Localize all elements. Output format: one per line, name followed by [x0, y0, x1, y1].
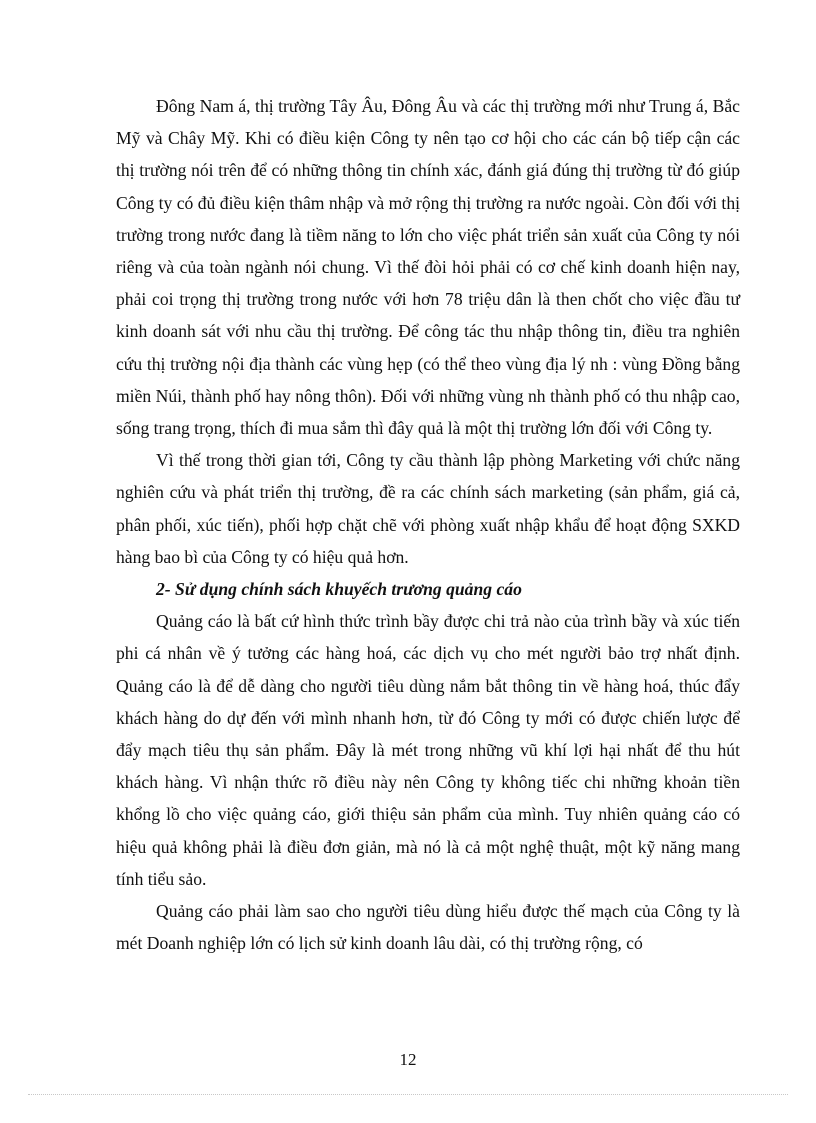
page-bottom-divider — [28, 1094, 788, 1095]
section-heading: 2- Sử dụng chính sách khuyếch trương quảng cáo — [156, 579, 522, 600]
paragraph-advertising-goal: Quảng cáo phải làm sao cho người tiêu dùng hiểu được thế mạch của Công ty là mét Doanh nghiệp lớn có lịch sử kinh doanh lâu dài, có thị trường rộng, có — [116, 901, 740, 954]
paragraph-advertising: Quảng cáo là bất cứ hình thức trình bầy được chi trả nào của trình bầy và xúc tiến phi cá nhân về ý tưởng các hàng hoá, các dịch vụ cho mét người bảo trợ nhất định. Quảng cáo là để dễ dàng cho người tiêu dùng nắm bắt thông tin về hàng hoá, thúc đẩy khách hàng do dự đến với mình nhanh hơn, từ đó Công ty mới có được chiến lược để đẩy mạch tiêu thụ sản phẩm. Đây là mét trong những vũ khí lợi hại nhất để thu hút khách hàng. Vì nhận thức rõ điều này nên Công ty không tiếc chi những khoản tiền khổng lồ cho việc quảng cáo, giới thiệu sản phẩm của mình. Tuy nhiên quảng cáo có hiệu quả không phải là điều đơn giản, mà nó là cả một nghệ thuật, một kỹ năng mang tính tiểu sảo. — [116, 611, 740, 889]
paragraph-markets: Đông Nam á, thị trường Tây Âu, Đông Âu và các thị trường mới như Trung á, Bắc Mỹ và Châу Mỹ. Khi có điều kiện Công ty nên tạo cơ hội cho các cán bộ tiếp cận các thị trường nói trên để có những thông tin chính xác, đánh giá đúng thị trường từ đó giúp Công ty có đủ điều kiện thâm nhập và mở rộng thị trường ra nước ngoài. Còn đối với thị trường trong nước đang là tiềm năng to lớn cho việc phát triển sản xuất của Công ty nói riêng và của toàn ngành nói chung. Vì thế đòi hỏi phải có cơ chế kinh doanh hiện nay, phải coi trọng thị trường trong nước với hơn 78 triệu dân là then chốt cho việc đầu tư kinh doanh sát với nhu cầu thị trường. Để công tác thu nhập thông tin, điều tra nghiên cứu thị trường nội địa thành các vùng hẹp (có thể theo vùng địa lý nh : vùng Đồng bằng miền Núi, thành phố hay nông thôn). Đối với những vùng nh thành phố có thu nhập cao, sống trang trọng, thích đi mua sắm thì đây quả là một thị trường lớn đối với Công ty. — [116, 96, 740, 439]
paragraph-marketing-department: Vì thế trong thời gian tới, Công ty cầu thành lập phòng Marketing với chức năng nghiên cứu và phát triển thị trường, đề ra các chính sách marketing (sản phẩm, giá cả, phân phối, xúc tiến), phối hợp chặt chẽ với phòng xuất nhập khẩu để hoạt động SXKD hàng bao bì của Công ty có hiệu quả hơn. — [116, 450, 740, 567]
body-text — [116, 90, 740, 959]
page-number: 12 — [399, 1050, 417, 1069]
